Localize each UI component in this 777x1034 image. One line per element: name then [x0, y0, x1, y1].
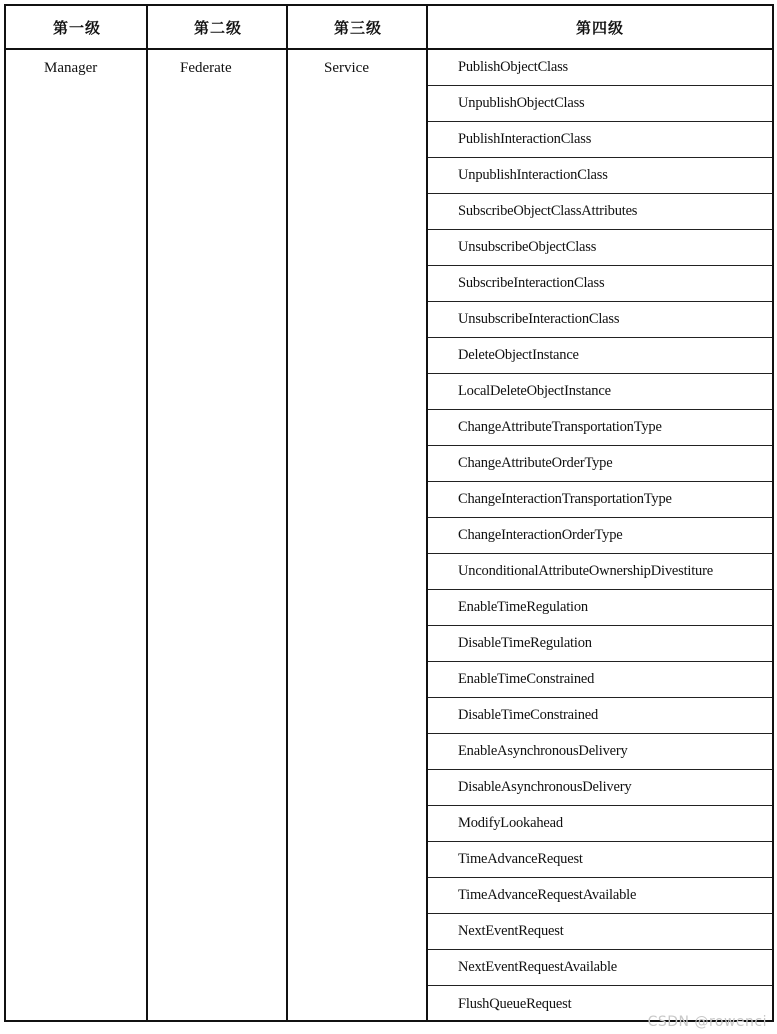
level-4-item: LocalDeleteObjectInstance — [428, 374, 772, 410]
column-divider — [146, 6, 148, 1020]
header-level-4: 第四级 — [575, 18, 624, 37]
level-4-item: FlushQueueRequest — [458, 995, 572, 1012]
level-4-item: SubscribeObjectClassAttributes — [428, 194, 772, 230]
level-4-item: UnpublishObjectClass — [428, 86, 772, 122]
level-4-item: PublishObjectClass — [428, 50, 772, 86]
level-4-item: DeleteObjectInstance — [428, 338, 772, 374]
level-4-item: TimeAdvanceRequest — [428, 842, 772, 878]
level-4-item: UnsubscribeObjectClass — [428, 230, 772, 266]
watermark-text: CSDN @rowenci — [647, 1014, 767, 1030]
level-4-item: DisableAsynchronousDelivery — [428, 770, 772, 806]
level-4-item: EnableTimeConstrained — [428, 662, 772, 698]
header-level-3: 第三级 — [333, 18, 382, 37]
cell-level-1: Manager — [44, 60, 98, 76]
level-4-item: ChangeAttributeOrderType — [428, 446, 772, 482]
cell-level-3: Service — [324, 60, 369, 76]
level-4-item: DisableTimeRegulation — [428, 626, 772, 662]
header-level-2: 第二级 — [193, 18, 242, 37]
level-4-item: PublishInteractionClass — [428, 122, 772, 158]
level-4-item: SubscribeInteractionClass — [428, 266, 772, 302]
level-4-item: EnableAsynchronousDelivery — [428, 734, 772, 770]
table-header-row — [6, 6, 772, 50]
level-4-item: NextEventRequest — [428, 914, 772, 950]
level-4-list — [428, 50, 772, 1022]
level-4-item: TimeAdvanceRequestAvailable — [428, 878, 772, 914]
level-4-item: ChangeInteractionOrderType — [428, 518, 772, 554]
hierarchy-table — [4, 4, 774, 1022]
level-4-item: NextEventRequestAvailable — [428, 950, 772, 986]
level-4-item: ChangeAttributeTransportationType — [428, 410, 772, 446]
level-4-item: UnsubscribeInteractionClass — [428, 302, 772, 338]
level-4-item: UnconditionalAttributeOwnershipDivestiture — [428, 554, 772, 590]
level-4-item: EnableTimeRegulation — [428, 590, 772, 626]
level-4-item: UnpublishInteractionClass — [428, 158, 772, 194]
level-4-item: ModifyLookahead — [428, 806, 772, 842]
level-4-item: ChangeInteractionTransportationType — [428, 482, 772, 518]
header-level-1: 第一级 — [52, 18, 101, 37]
level-4-item: DisableTimeConstrained — [428, 698, 772, 734]
cell-level-2: Federate — [180, 60, 232, 76]
column-divider — [286, 6, 288, 1020]
